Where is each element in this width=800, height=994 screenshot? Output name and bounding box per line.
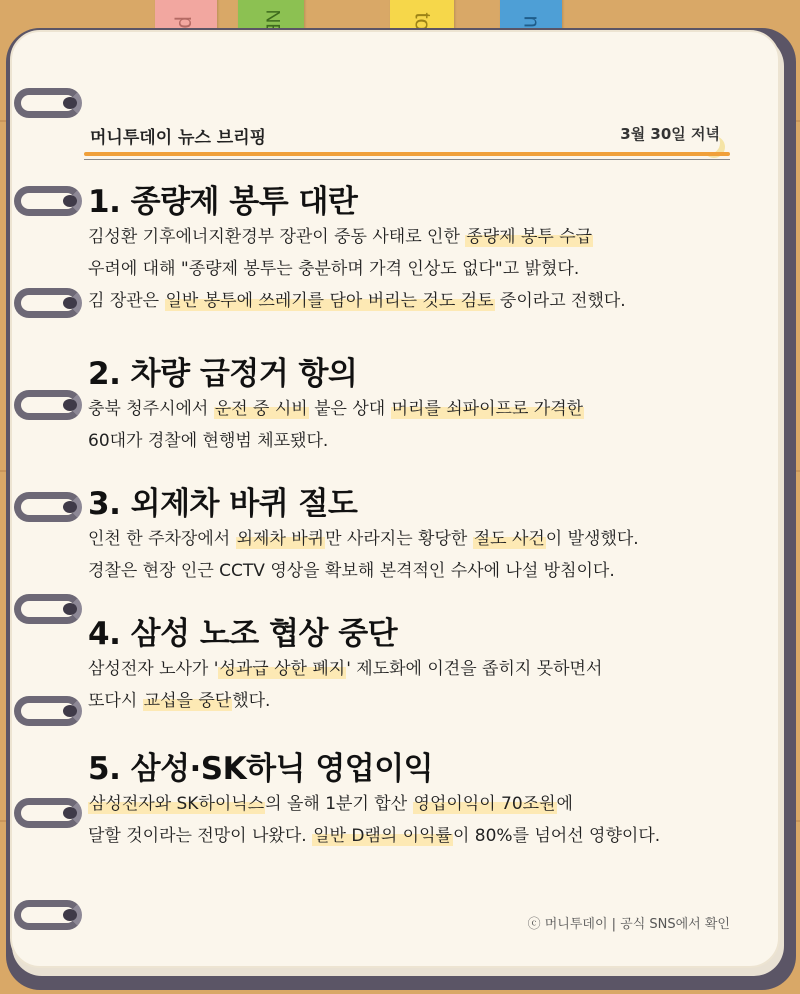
news-body-line bbox=[88, 425, 758, 457]
highlighted-text: 운전 중 시비 bbox=[214, 399, 308, 419]
body-text: 또다시 bbox=[88, 691, 143, 711]
binder-ring-icon bbox=[14, 88, 82, 118]
highlighted-text: 일반 봉투에 쓰레기를 담아 버리는 것도 검토 bbox=[165, 291, 494, 311]
news-body-line bbox=[88, 788, 758, 820]
header-divider bbox=[84, 152, 730, 156]
body-text: 60대가 경찰에 현행범 체포됐다. bbox=[88, 431, 329, 451]
news-body-line bbox=[88, 253, 758, 285]
body-text: 의 올해 1분기 합산 bbox=[265, 794, 413, 814]
body-text: 경찰은 현장 인근 CCTV 영상을 확보해 본격적인 수사에 나설 방침이다. bbox=[88, 561, 615, 581]
copyright-footer: ⓒ 머니투데이 | 공식 SNS에서 확인 bbox=[527, 917, 730, 932]
body-text: 충북 청주시에서 bbox=[88, 399, 214, 419]
binder-ring-icon bbox=[14, 492, 82, 522]
news-title: 4. 삼성 노조 협상 중단 bbox=[88, 616, 398, 652]
binder-ring-icon bbox=[14, 696, 82, 726]
binder-ring-icon bbox=[14, 798, 82, 828]
page-title: 머니투데이 뉴스 브리핑 bbox=[90, 128, 267, 148]
body-text: 우려에 대해 "종량제 봉투는 충분하며 가격 인상도 없다"고 밝혔다. bbox=[88, 259, 580, 279]
news-body-line bbox=[88, 285, 758, 317]
highlighted-text: 종량제 봉투 수급 bbox=[466, 227, 593, 247]
body-text: 인천 한 주차장에서 bbox=[88, 529, 236, 549]
news-body-line bbox=[88, 685, 758, 717]
news-item-4 bbox=[88, 615, 758, 717]
body-text: 중이라고 전했다. bbox=[494, 291, 626, 311]
binder-ring-icon bbox=[14, 390, 82, 420]
news-body-line bbox=[88, 820, 758, 852]
body-text: 에 bbox=[556, 794, 573, 814]
header-divider-thin bbox=[84, 159, 730, 160]
body-text: 붙은 상대 bbox=[308, 399, 391, 419]
body-text: 김성환 기후에너지환경부 장관이 중동 사태로 인한 bbox=[88, 227, 466, 247]
highlighted-text: 외제차 바퀴 bbox=[236, 529, 325, 549]
news-title: 5. 삼성·SK하닉 영업이익 bbox=[88, 751, 434, 787]
body-text: 만 사라지는 황당한 bbox=[325, 529, 473, 549]
binder-ring-icon bbox=[14, 594, 82, 624]
highlighted-text: 절도 사건 bbox=[473, 529, 545, 549]
body-text: 이 발생했다. bbox=[545, 529, 639, 549]
highlighted-text: 교섭을 중단 bbox=[143, 691, 232, 711]
body-text: ' 제도화에 이견을 좁히지 못하면서 bbox=[346, 659, 603, 679]
highlighted-text: 삼성전자와 SK하이닉스 bbox=[89, 794, 265, 814]
news-item-1 bbox=[88, 183, 758, 317]
binder-ring-icon bbox=[14, 288, 82, 318]
news-body-line bbox=[88, 523, 758, 555]
body-text: 이 80%를 넘어선 영향이다. bbox=[452, 826, 661, 846]
news-item-3 bbox=[88, 485, 758, 587]
date-label: 3월 30일 저녁 bbox=[620, 125, 720, 143]
highlighted-text: 일반 D램의 이익률 bbox=[313, 826, 452, 846]
news-title: 2. 차량 급정거 항의 bbox=[88, 356, 358, 392]
body-text: 김 장관은 bbox=[88, 291, 165, 311]
body-text: 삼성전자 노사가 ' bbox=[88, 659, 219, 679]
binder-ring-icon bbox=[14, 900, 82, 930]
body-text: 달할 것이라는 전망이 나왔다. bbox=[88, 826, 313, 846]
news-body-line bbox=[88, 393, 758, 425]
news-body-line bbox=[88, 653, 758, 685]
news-title: 3. 외제차 바퀴 절도 bbox=[88, 486, 358, 522]
news-body-line bbox=[88, 221, 758, 253]
news-item-5 bbox=[88, 750, 758, 852]
body-text: 했다. bbox=[232, 691, 271, 711]
news-item-2 bbox=[88, 355, 758, 457]
news-body-line bbox=[88, 555, 758, 587]
highlighted-text: 영업이익이 70조원 bbox=[413, 794, 556, 814]
highlighted-text: 머리를 쇠파이프로 가격한 bbox=[391, 399, 584, 419]
binder-ring-icon bbox=[14, 186, 82, 216]
highlighted-text: 성과급 상한 폐지 bbox=[219, 659, 346, 679]
news-title: 1. 종량제 봉투 대란 bbox=[88, 184, 358, 220]
